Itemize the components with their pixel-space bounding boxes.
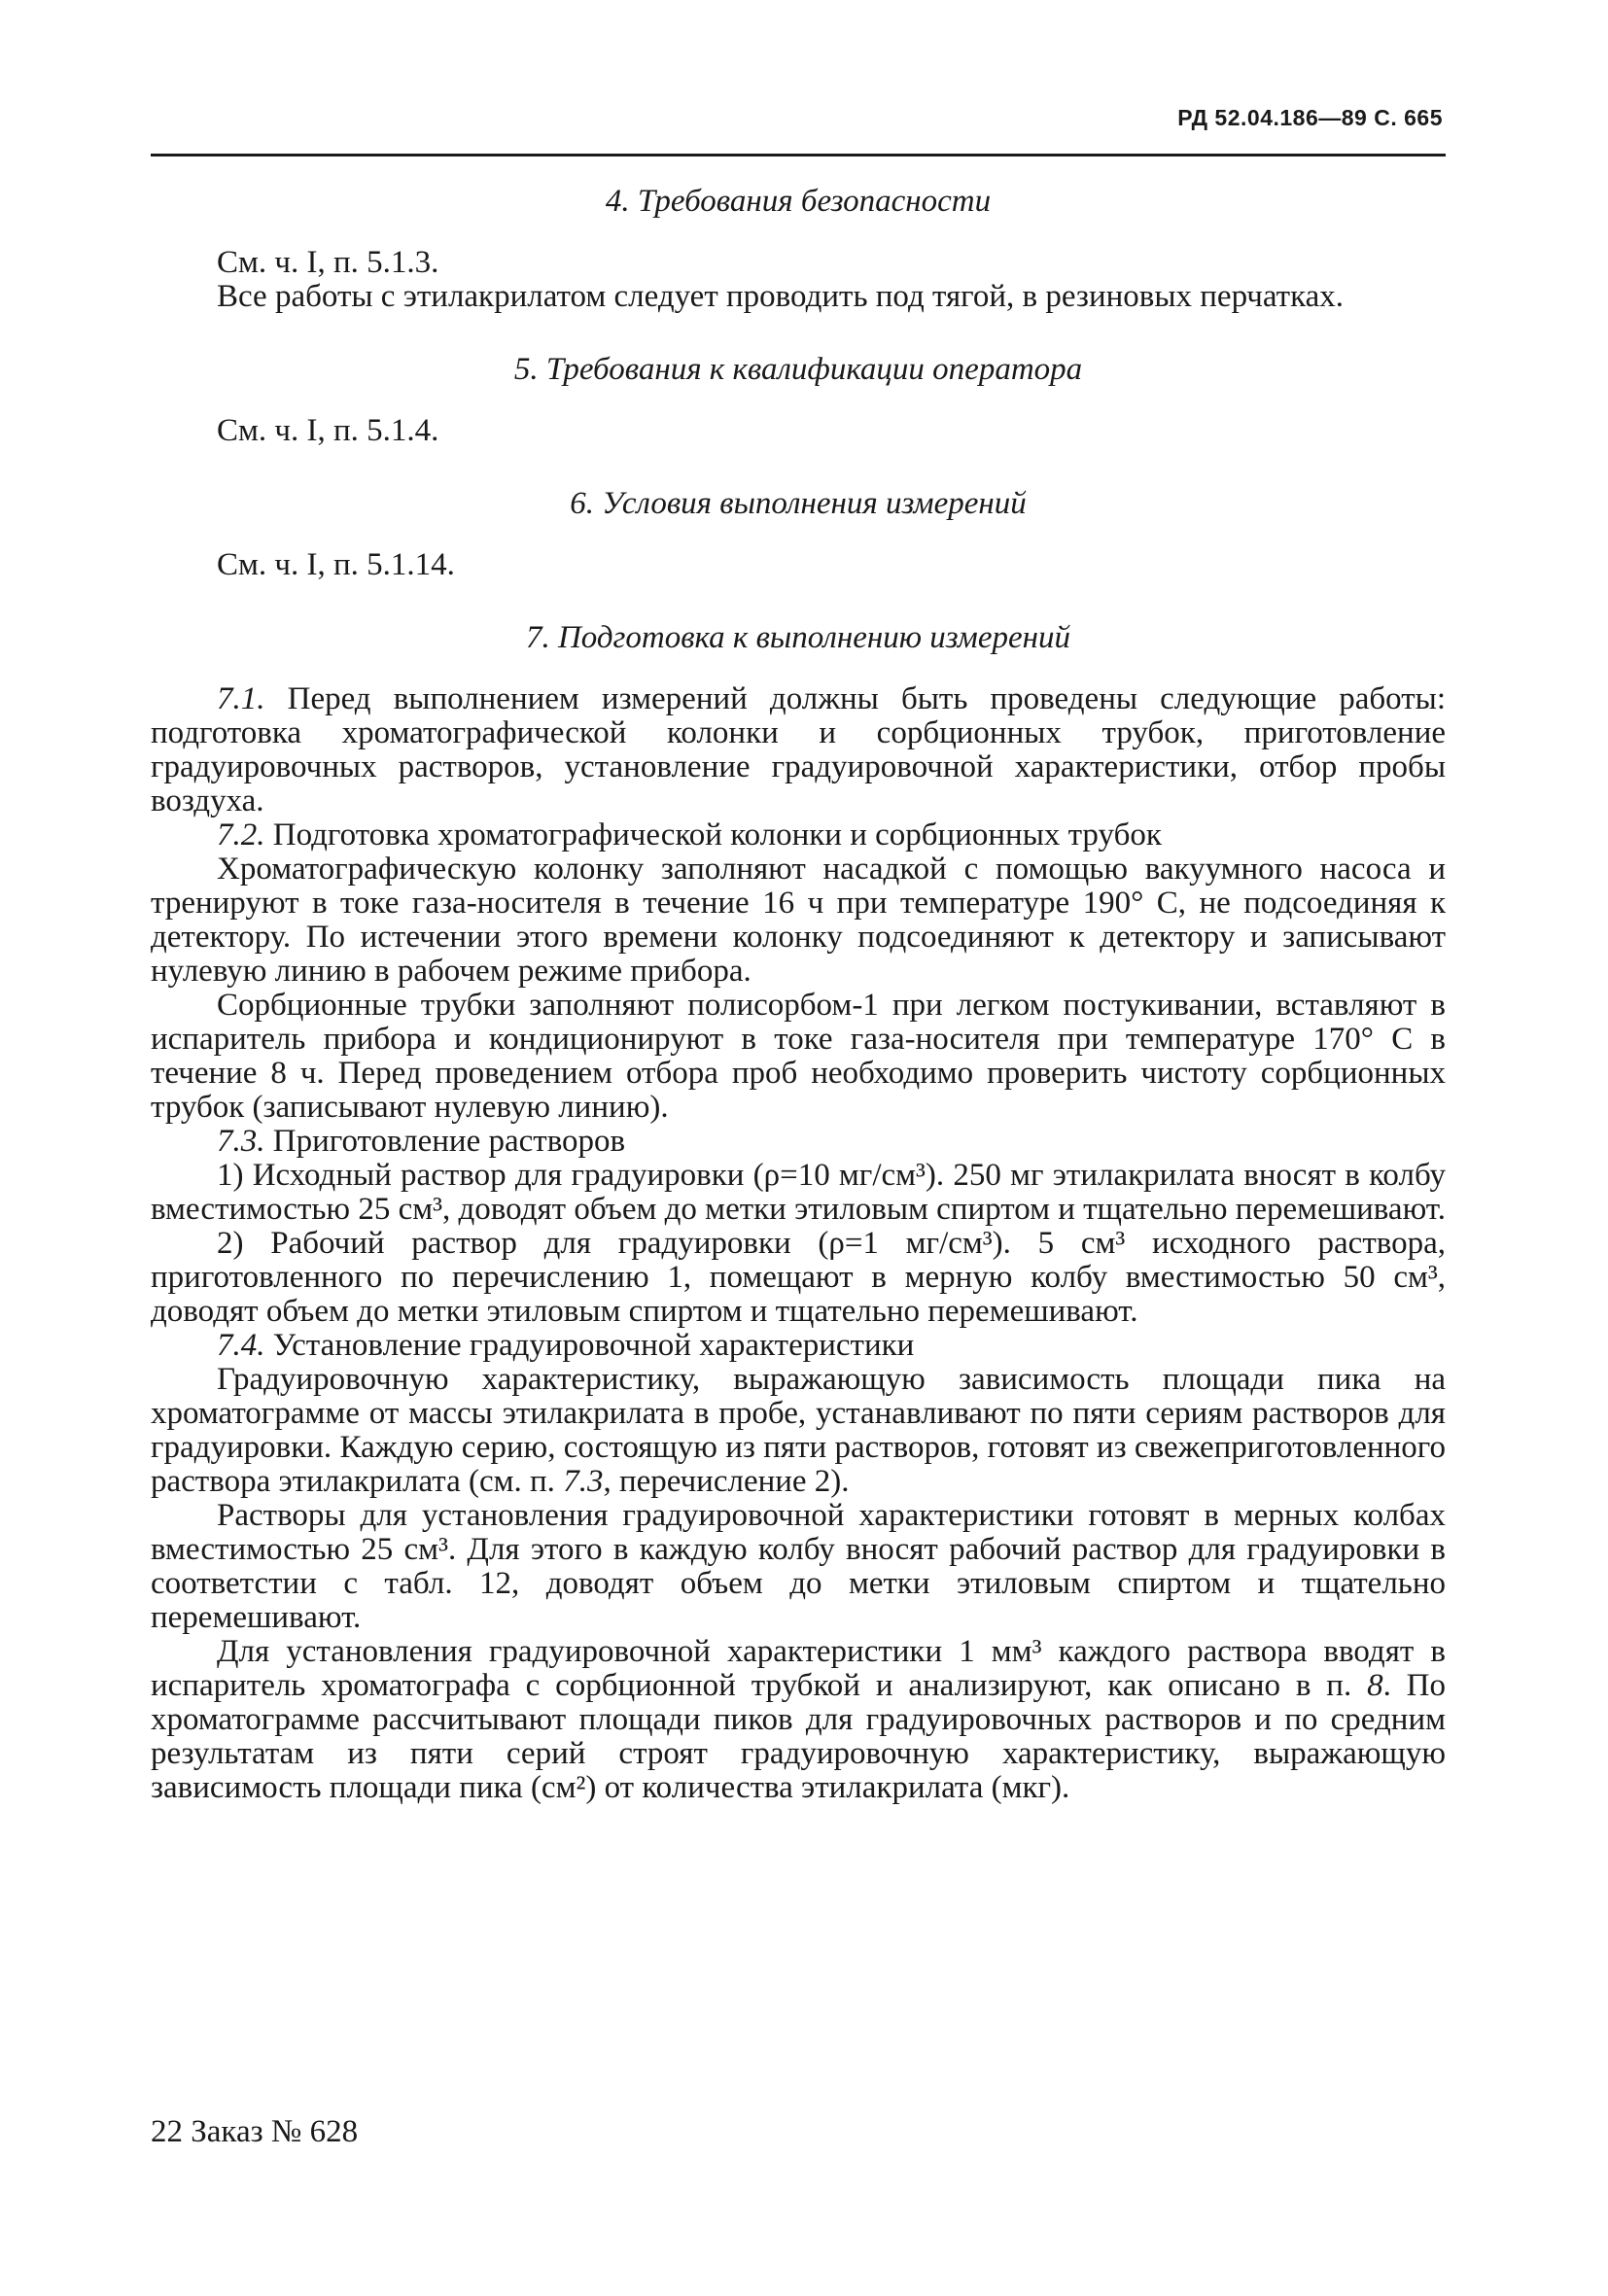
paragraph-7-4-text-1-b: , перечисление 2). [603,1464,850,1499]
paragraph-7-2-number: 7.2. [217,818,265,852]
paragraph-7-4-text-1-ref: 7.3 [563,1464,604,1499]
paragraph-7-4-text-3-ref: 8 [1367,1668,1383,1703]
paragraph-7-1-text: Перед выполнением измерений должны быть проведены следующие работы: подготовка хроматографической колонки и сорбционных трубок, приготовление градуировочных растворов, установление градуировочной характеристики, отбор пробы воздуха. [151,681,1446,818]
paragraph-7-3-item-1: 1) Исходный раствор для градуировки (ρ=10 мг/см³). 250 мг этилакрилата вносят в колбу вместимостью 25 см³, доводят объем до метки этиловым спиртом и тщательно перемешивают. [151,1158,1446,1227]
paragraph-7-4-text-2: Растворы для установления градуировочной характеристики готовят в мерных колбах вместимостью 25 см³. Для этого в каждую колбу вносят рабочий раствор для градуировки в соответстии с табл. 12, доводят объем до метки этиловым спиртом и тщательно перемешивают. [151,1498,1446,1635]
section-5-ref: См. ч. I, п. 5.1.4. [217,413,439,448]
paragraph-7-1 [151,682,1446,818]
header-rule [151,154,1446,157]
paragraph-7-4-text-3-b: . По хроматограмме рассчитывают площади пиков для градуировочных растворов и по средним результатам из пяти серий строят градуировочную характеристику, выражающую зависимость площади пика (см²) от количества этилакрилата (мкг). [151,1668,1447,1805]
paragraph-7-4-text-3-a: Для установления градуировочной характеристики 1 мм³ каждого раствора вводят в испаритель хроматографа с сорбционной трубкой и анализируют, как описано в п. [151,1634,1446,1703]
page-header-code: РД 52.04.186—89 С. 665 [1177,105,1443,130]
section-5-title: 5. Требования к квалификации оператора [513,352,1083,387]
section-6-title: 6. Условия выполнения измерений [570,486,1027,521]
document-body [151,185,1446,1805]
paragraph-7-3-item-2: 2) Рабочий раствор для градуировки (ρ=1 мг/см³). 5 см³ исходного раствора, приготовленного по перечислению 1, помещают в мерную колбу вместимостью 50 см³, доводят объем до метки этиловым спиртом и тщательно перемешивают. [151,1226,1446,1329]
paragraph-7-4-text-3 [151,1635,1446,1805]
section-7-title: 7. Подготовка к выполнению измерений [525,620,1071,655]
section-6-ref: См. ч. I, п. 5.1.14. [217,547,455,582]
paragraph-7-4-text-1 [151,1363,1446,1499]
paragraph-7-3-title: Приготовление растворов [272,1124,626,1159]
section-4-ref: См. ч. I, п. 5.1.3. [217,245,439,280]
paragraph-7-3-heading [151,1125,1446,1159]
paragraph-7-4-number: 7.4. [217,1328,265,1363]
paragraph-7-2-text-2: Сорбционные трубки заполняют полисорбом-1 при легком постукивании, вставляют в испаритель прибора и кондиционируют в токе газа-носителя при температуре 170° С в течение 8 ч. Перед проведением отбора проб необходимо проверить чистоту сорбционных трубок (записывают нулевую линию). [151,988,1446,1125]
paragraph-7-1-number: 7.1. [217,681,265,716]
page-footer: 22 Заказ № 628 [151,2114,359,2149]
paragraph-7-3-number: 7.3. [217,1124,265,1159]
section-4-title: 4. Требования безопасности [605,184,992,219]
paragraph-7-2-text-1: Хроматографическую колонку заполняют насадкой с помощью вакуумного насоса и тренируют в токе газа-носителя в течение 16 ч при температуре 190° С, не подсоединяя к детектору. По истечении этого времени колонку подсоединяют к детектору и записывают нулевую линию в рабочем режиме прибора. [151,852,1446,989]
paragraph-7-2-heading [151,818,1446,852]
paragraph-7-4-text-1-a: Градуировочную характеристику, выражающую зависимость площади пика на хроматограмме от массы этилакрилата в пробе, устанавливают по пяти сериям растворов для градуировки. Каждую серию, состоящую из пяти растворов, готовят из свежеприготовленного раствора этилакрилата (см. п. [151,1362,1446,1499]
paragraph-7-4-title: Установление градуировочной характеристики [272,1328,915,1363]
paragraph-7-4-heading [151,1329,1446,1363]
section-4-text: Все работы с этилакрилатом следует проводить под тягой, в резиновых перчатках. [217,279,1344,314]
paragraph-7-2-title: Подготовка хроматографической колонки и сорбционных трубок [272,818,1162,852]
